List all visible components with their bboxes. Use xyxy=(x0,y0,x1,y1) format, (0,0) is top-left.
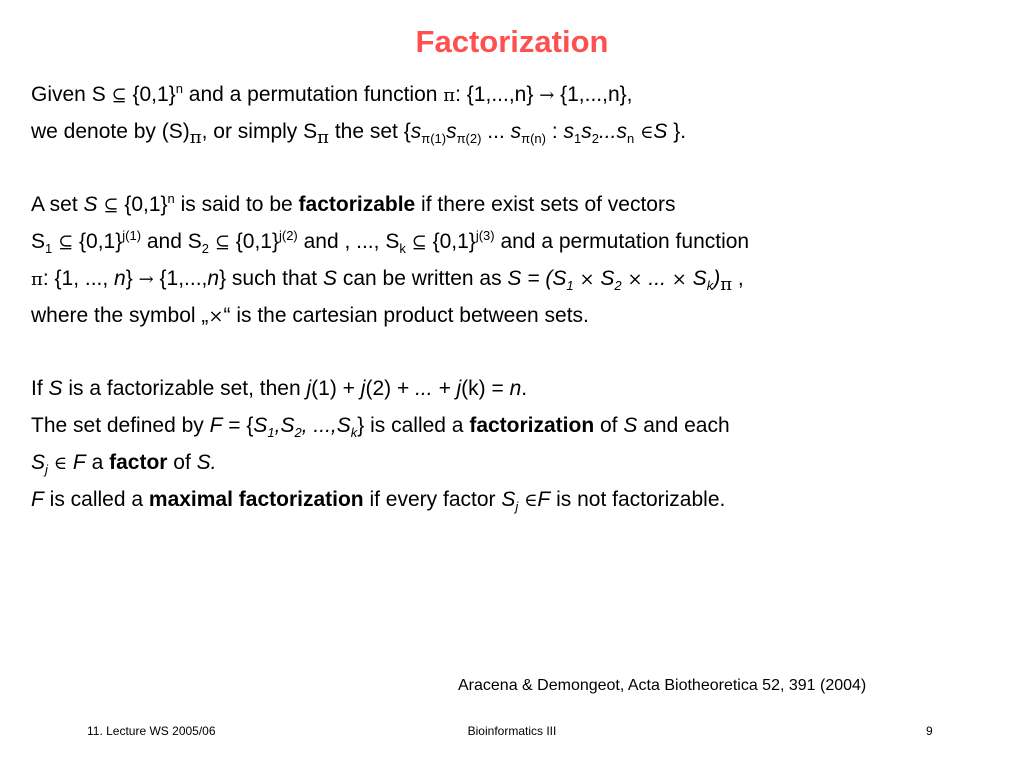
line-5: π: {1, ..., n} → {1,...,n} such that S can be written as $S = (S_1 \times S_2$ × ... × $S_k)_\pi$ , xyxy=(31,267,744,296)
slide-body xyxy=(31,76,991,518)
line-9: $S_j$ ∈ F a factor of S. xyxy=(31,451,217,478)
line-4: $S_1$ ⊆ $\{0,1\}^{j(1)}$ and $S_2$ ⊆ $\{0,1\}^{j(2)}$ and , ..., $S_k$ ⊆ $\{0,1\}^{j(3)}$ and a permutation function xyxy=(31,228,750,257)
line-6: where the symbol „×“ is the cartesian product between sets. xyxy=(31,304,589,327)
blank-line xyxy=(31,334,991,370)
line-8: The set defined by $F = \{S_1,S_2$, $...,S_k$} is called a factorization of S and each xyxy=(31,414,730,441)
line-10: F is called a maximal factorization if every factor $S_j$ ∈F is not factorizable. xyxy=(31,488,726,515)
page-number: 9 xyxy=(926,724,933,738)
line-2: we denote by $(S)_\pi$, or simply $S_\pi$ the set {$s_{\pi(1)}s_{\pi(2)}$ ... $s_{\pi(n)}$ : $s_1s_2...s_n$ ∈S }. xyxy=(31,120,687,149)
line-3: A set S ⊆ $\{0,1\}^n$ is said to be factorizable if there exist sets of vectors xyxy=(31,191,676,216)
line-7: If S is a factorizable set, then j(1) + j(2) + ... + j(k) = n. xyxy=(31,377,528,400)
line-1: Given S ⊆ $\{0,1\}^n$ and a permutation function π: {1,...,n} → {1,...,n}, xyxy=(31,81,633,106)
footer-course: Bioinformatics III xyxy=(467,724,557,738)
footer-lecture: 11. Lecture WS 2005/06 xyxy=(87,724,216,738)
blank-line xyxy=(31,150,991,186)
slide-title: Factorization xyxy=(415,24,609,59)
citation: Aracena & Demongeot, Acta Biotheoretica 52, 391 (2004) xyxy=(458,677,867,694)
